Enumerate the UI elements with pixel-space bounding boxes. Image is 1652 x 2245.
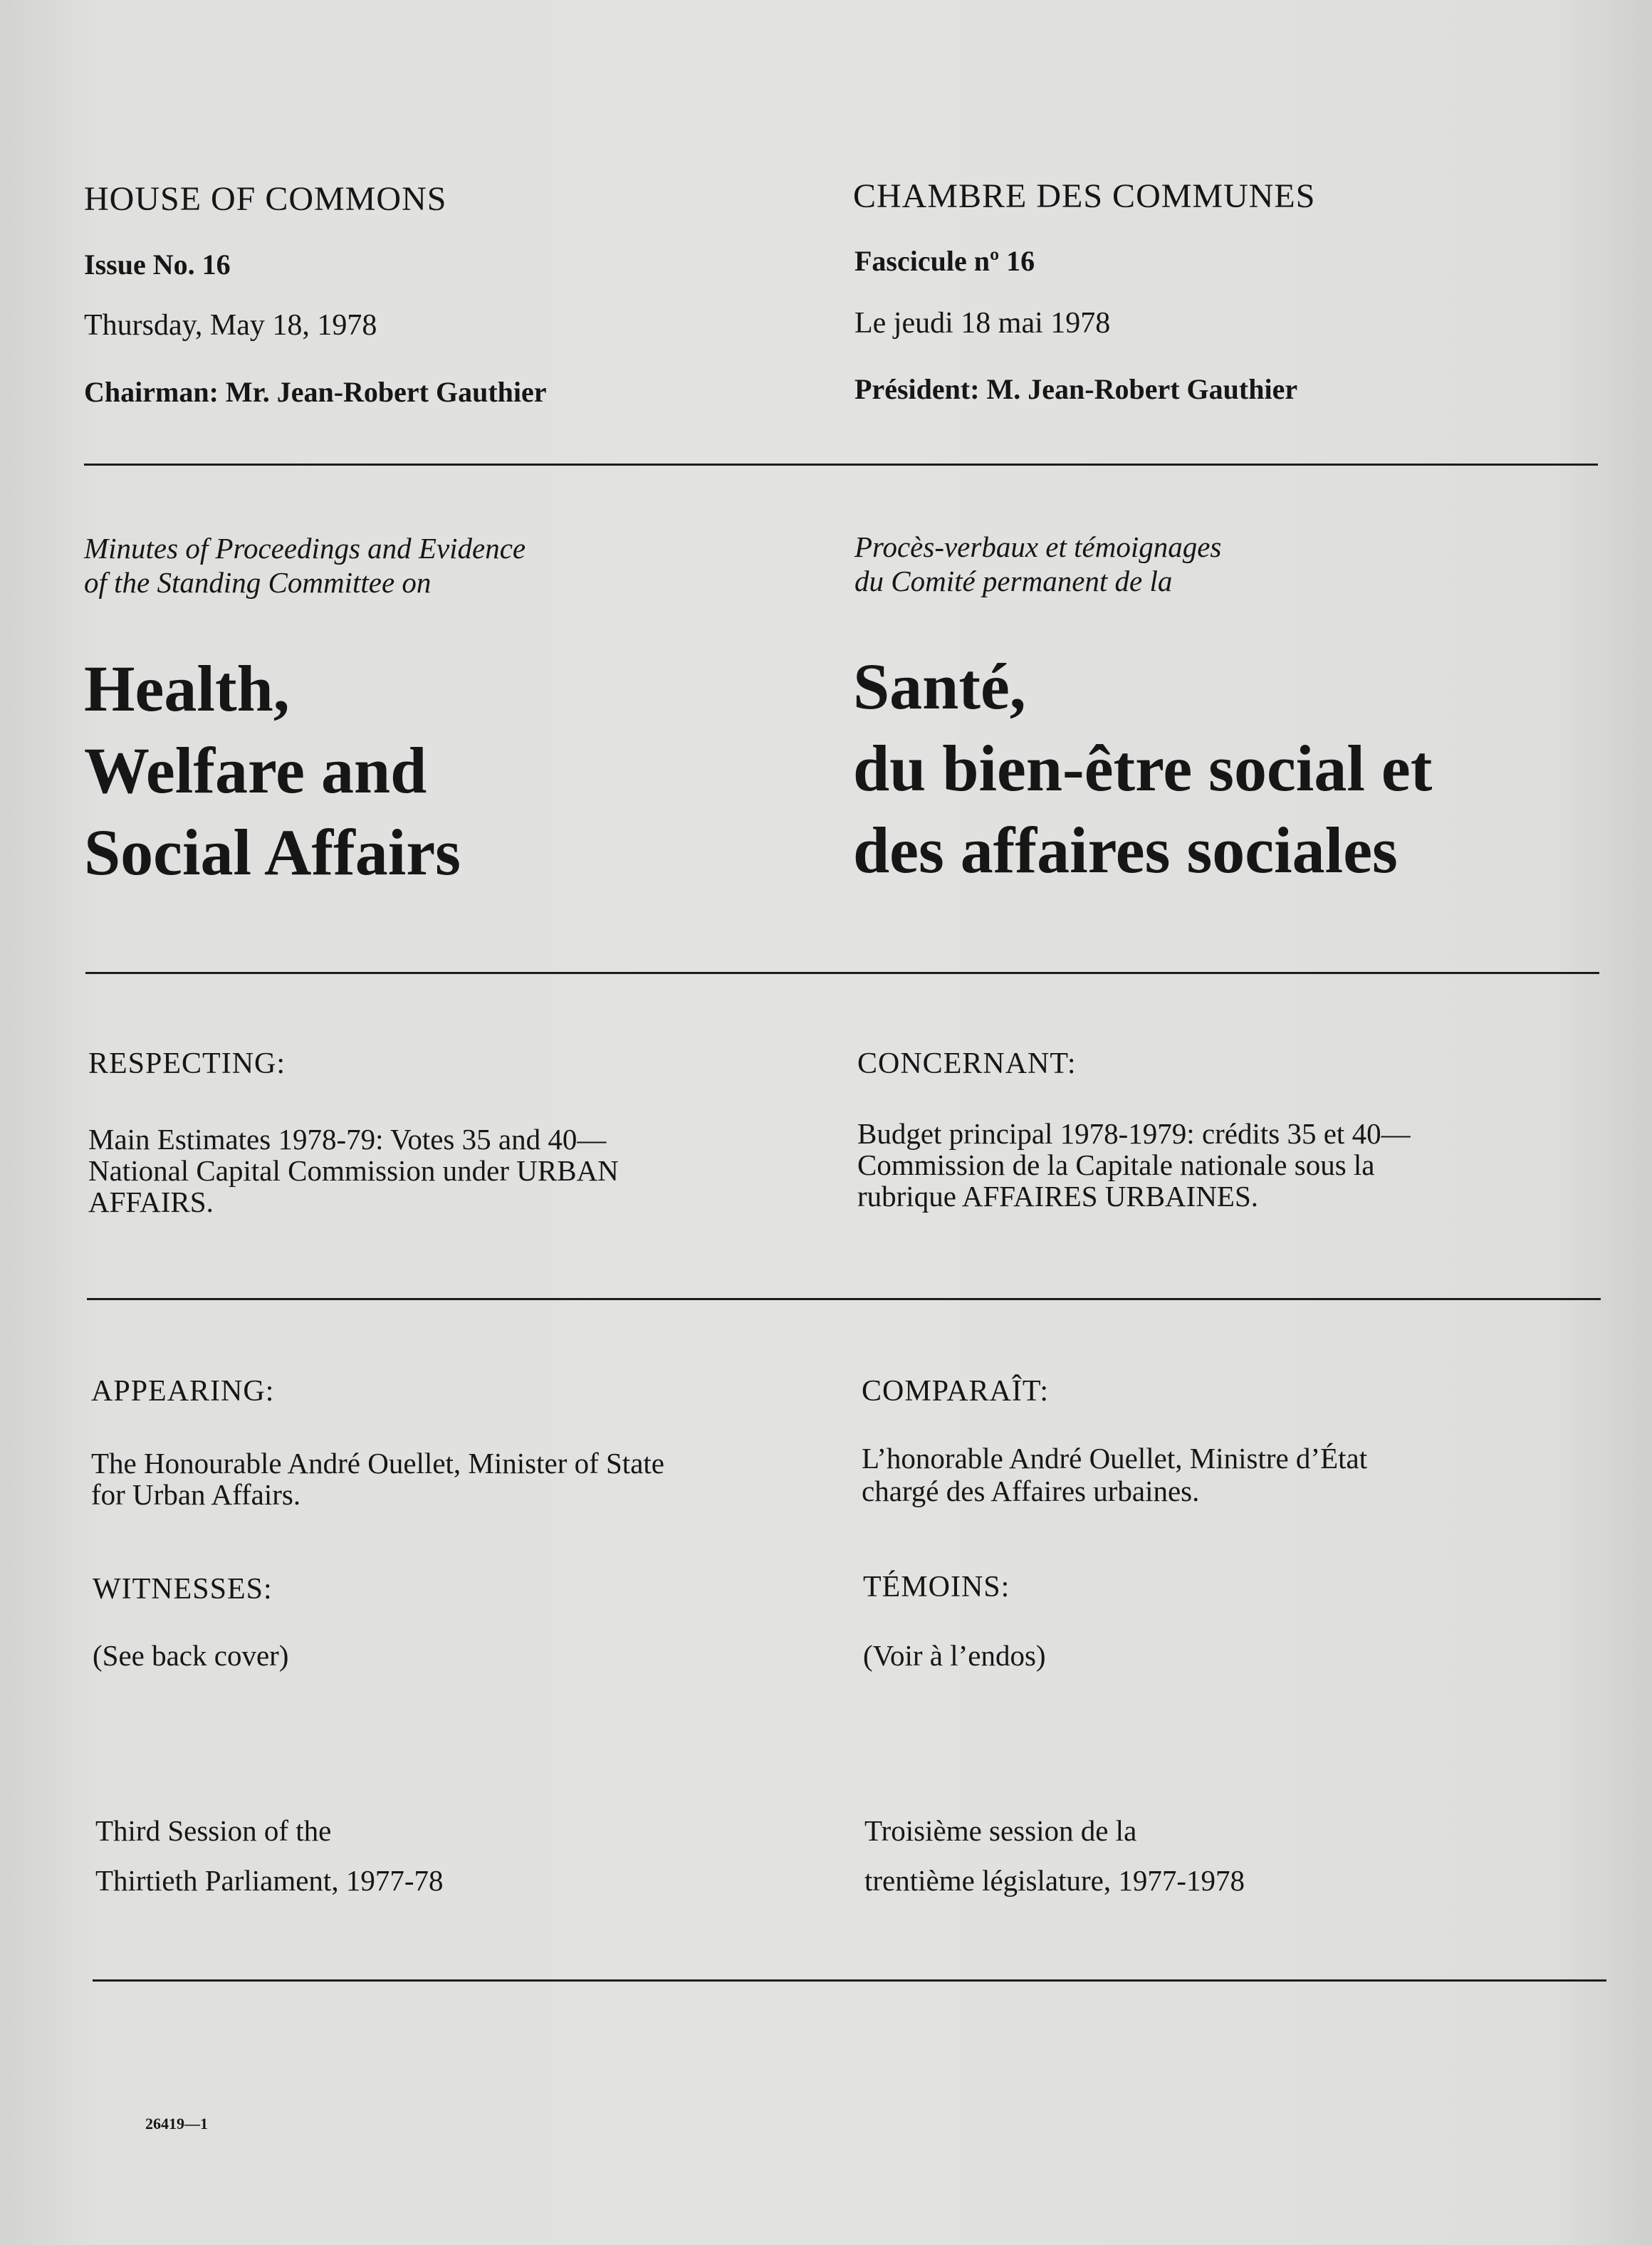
chairman: Chairman: Mr. Jean-Robert Gauthier	[84, 376, 547, 408]
witnesses-label: WITNESSES:	[93, 1573, 273, 1606]
session-fr-line-2: trentième législature, 1977-1978	[864, 1864, 1245, 1897]
concernant-line-1: Budget principal 1978-1979: crédits 35 et 40—	[857, 1117, 1411, 1150]
proces-verbaux-line-1: Procès-verbaux et témoignages	[854, 530, 1222, 563]
committee-title-line-2: Welfare and	[84, 734, 427, 807]
appearing-label: APPEARING:	[91, 1375, 275, 1408]
divider-rule	[84, 464, 1598, 466]
appearing-line-1: The Honourable André Ouellet, Minister of State	[91, 1447, 664, 1480]
temoins-label: TÉMOINS:	[863, 1571, 1010, 1603]
comparait-label: COMPARAÎT:	[862, 1375, 1050, 1408]
divider-rule	[93, 1979, 1606, 1982]
witnesses-text: (See back cover)	[93, 1639, 289, 1672]
concernant-line-3: rubrique AFFAIRES URBAINES.	[857, 1180, 1259, 1213]
date-fr: Le jeudi 18 mai 1978	[854, 307, 1111, 340]
comparait-line-1: L’honorable André Ouellet, Ministre d’État	[862, 1442, 1368, 1475]
concernant-line-2: Commission de la Capitale nationale sous la	[857, 1148, 1375, 1181]
session-fr-line-1: Troisième session de la	[864, 1814, 1137, 1847]
minutes-line-1: Minutes of Proceedings and Evidence	[84, 532, 526, 565]
appearing-line-2: for Urban Affairs.	[91, 1478, 301, 1511]
house-of-commons-heading: HOUSE OF COMMONS	[84, 180, 447, 218]
fascicule-number: Fascicule nº 16	[854, 245, 1035, 277]
issue-number: Issue No. 16	[84, 248, 231, 281]
concernant-label: CONCERNANT:	[857, 1047, 1077, 1080]
chambre-des-communes-heading: CHAMBRE DES COMMUNES	[853, 177, 1316, 215]
president: Président: M. Jean-Robert Gauthier	[854, 373, 1298, 405]
minutes-line-2: of the Standing Committee on	[84, 566, 432, 599]
titre-comite-line-3: des affaires sociales	[853, 814, 1398, 886]
titre-comite-line-2: du bien-être social et	[853, 732, 1433, 805]
respecting-line-3: AFFAIRS.	[88, 1186, 214, 1218]
titre-comite-line-1: Santé,	[853, 650, 1026, 723]
respecting-line-1: Main Estimates 1978-79: Votes 35 and 40—	[88, 1123, 607, 1156]
comparait-line-2: chargé des Affaires urbaines.	[862, 1475, 1200, 1507]
temoins-text: (Voir à l’endos)	[863, 1639, 1046, 1672]
session-line-1: Third Session of the	[95, 1814, 332, 1847]
proces-verbaux-line-2: du Comité permanent de la	[854, 565, 1173, 597]
divider-rule	[87, 1298, 1601, 1300]
respecting-label: RESPECTING:	[88, 1047, 286, 1080]
meeting-date: Thursday, May 18, 1978	[84, 309, 377, 342]
committee-title-line-3: Social Affairs	[84, 816, 461, 889]
respecting-line-2: National Capital Commission under URBAN	[88, 1154, 619, 1187]
session-line-2: Thirtieth Parliament, 1977-78	[95, 1864, 444, 1897]
print-code: 26419—1	[145, 2115, 208, 2133]
divider-rule	[85, 972, 1599, 974]
committee-title-line-1: Health,	[84, 652, 290, 725]
